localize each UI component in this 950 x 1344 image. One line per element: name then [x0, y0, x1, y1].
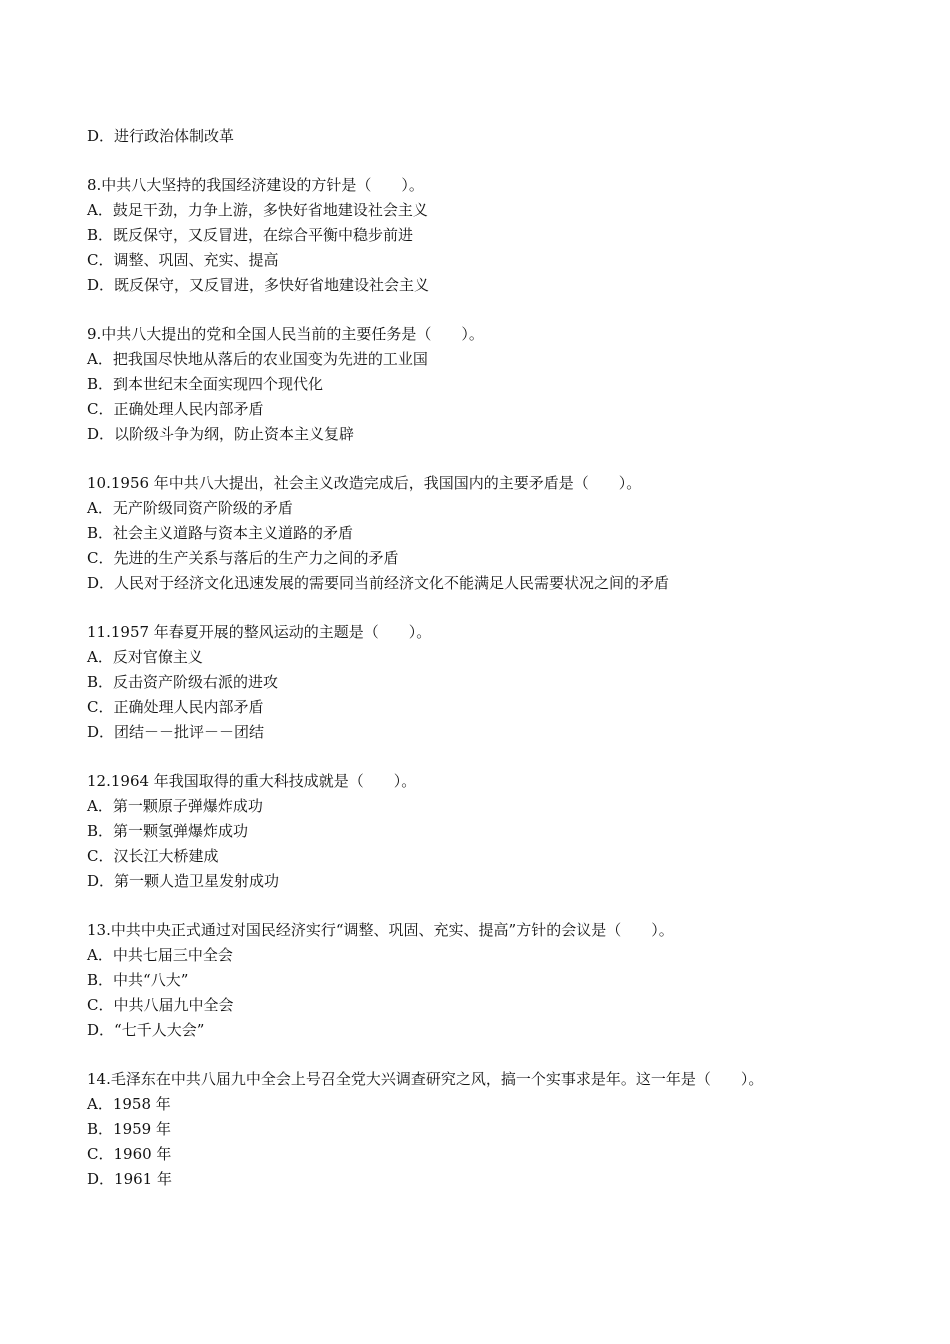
option-c: C．中共八届九中全会: [87, 996, 234, 1014]
document-page: [87, 124, 887, 1192]
option-d: D．团结－－批评－－团结: [87, 723, 265, 741]
option-b: B．既反保守，又反冒进，在综合平衡中稳步前进: [87, 226, 414, 244]
option-a: A．反对官僚主义: [87, 648, 203, 666]
option-a: A．把我国尽快地从落后的农业国变为先进的工业国: [87, 350, 428, 368]
question-7-option-d: D．进行政治体制改革: [87, 127, 235, 145]
question-12: [87, 769, 887, 894]
question-11: [87, 620, 887, 745]
question-stem: 11.1957 年春夏开展的整风运动的主题是（ ）。: [87, 623, 432, 641]
question-stem: 13.中共中央正式通过对国民经济实行“调整、巩固、充实、提高”方针的会议是（ ）。: [87, 921, 674, 939]
question-stem: 8.中共八大坚持的我国经济建设的方针是（ ）。: [87, 176, 424, 194]
option-a: A．1958 年: [87, 1095, 171, 1113]
question-stem: 12.1964 年我国取得的重大科技成就是（ ）。: [87, 772, 417, 790]
question-stem: 14.毛泽东在中共八届九中全会上号召全党大兴调查研究之风，搞一个实事求是年。这一年是（ ）。: [87, 1070, 764, 1088]
question-14: [87, 1067, 887, 1192]
option-d: D．既反保守，又反冒进，多快好省地建设社会主义: [87, 276, 430, 294]
option-c: C．先进的生产关系与落后的生产力之间的矛盾: [87, 549, 399, 567]
option-b: B．反击资产阶级右派的进攻: [87, 673, 279, 691]
question-stem: 10.1956 年中共八大提出，社会主义改造完成后，我国国内的主要矛盾是（ ）。: [87, 474, 642, 492]
option-c: C．正确处理人民内部矛盾: [87, 698, 264, 716]
question-9: [87, 322, 887, 447]
option-d: D．1961 年: [87, 1170, 172, 1188]
option-b: B．1959 年: [87, 1120, 171, 1138]
option-a: A．鼓足干劲，力争上游，多快好省地建设社会主义: [87, 201, 428, 219]
option-c: C．正确处理人民内部矛盾: [87, 400, 264, 418]
option-b: B．中共“八大”: [87, 971, 189, 989]
question-stem: 9.中共八大提出的党和全国人民当前的主要任务是（ ）。: [87, 325, 484, 343]
option-d: D．人民对于经济文化迅速发展的需要同当前经济文化不能满足人民需要状况之间的矛盾: [87, 574, 670, 592]
option-d: D．以阶级斗争为纲，防止资本主义复辟: [87, 425, 355, 443]
option-c: C．汉长江大桥建成: [87, 847, 219, 865]
option-a: A．第一颗原子弹爆炸成功: [87, 797, 263, 815]
option-a: A．中共七届三中全会: [87, 946, 233, 964]
option-c: C．1960 年: [87, 1145, 172, 1163]
option-b: B．到本世纪末全面实现四个现代化: [87, 375, 324, 393]
option-b: B．社会主义道路与资本主义道路的矛盾: [87, 524, 354, 542]
option-b: B．第一颗氢弹爆炸成功: [87, 822, 249, 840]
question-8: [87, 173, 887, 298]
option-d: D．“七千人大会”: [87, 1021, 205, 1039]
option-a: A．无产阶级同资产阶级的矛盾: [87, 499, 293, 517]
question-13: [87, 918, 887, 1043]
option-d: D．第一颗人造卫星发射成功: [87, 872, 280, 890]
question-10: [87, 471, 887, 596]
option-c: C．调整、巩固、充实、提高: [87, 251, 279, 269]
